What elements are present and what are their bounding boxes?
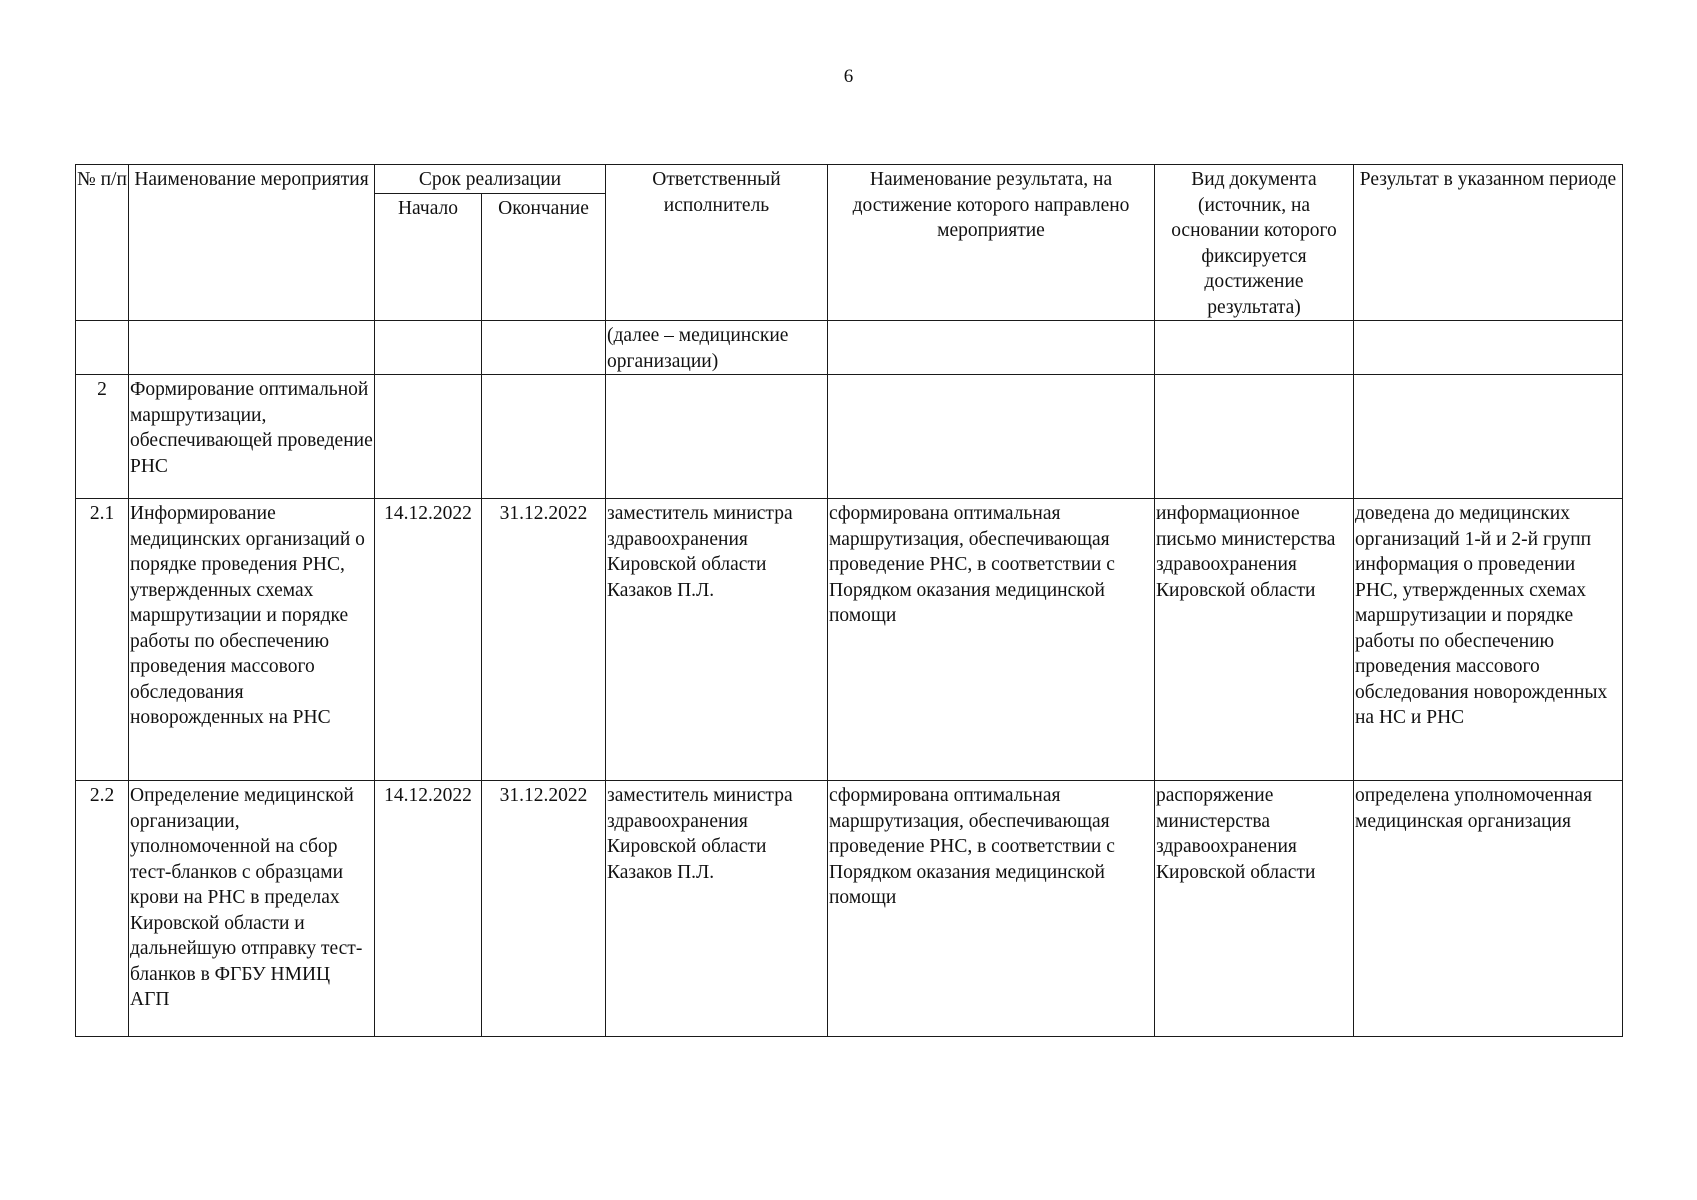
cell-responsible: заместитель министра здравоохранения Кировской области Казаков П.Л. <box>606 499 828 781</box>
cell-doc-type: распоряжение министерства здравоохранения Кировской области <box>1155 781 1354 1037</box>
header-result-name: Наименование результата, на достижение которого направлено мероприятие <box>828 165 1155 321</box>
cell-num: 2.2 <box>76 781 129 1037</box>
cell-result-name <box>828 375 1155 499</box>
cell-responsible <box>606 375 828 499</box>
page-number: 6 <box>843 66 854 87</box>
cell-name: Информирование медицинских организаций о порядке проведения РНС, утвержденных схемах маршрутизации и порядке работы по обеспечению проведения массового обследования новорожденных на РНС <box>129 499 375 781</box>
cell-start: 14.12.2022 <box>375 781 482 1037</box>
cell-doc-type <box>1155 321 1354 375</box>
header-end: Окончание <box>482 193 606 320</box>
cell-result-period <box>1354 375 1623 499</box>
cell-name: Определение медицинской организации, уполномоченной на сбор тест-бланков с образцами крови на РНС в пределах Кировской области и дальнейшую отправку тест-бланков в ФГБУ НМИЦ АГП <box>129 781 375 1037</box>
cell-result-name: сформирована оптимальная маршрутизация, обеспечивающая проведение РНС, в соответствии с Порядком оказания медицинской помощи <box>828 499 1155 781</box>
header-row <box>76 165 1623 194</box>
cell-result-period: доведена до медицинских организаций 1-й и 2-й групп информация о проведении РНС, утвержденных схемах маршрутизации и порядке работы по обеспечению проведения массового обследования новорожденных на НС и РНС <box>1354 499 1623 781</box>
cell-start <box>375 321 482 375</box>
header-start: Начало <box>375 193 482 320</box>
cell-num: 2 <box>76 375 129 499</box>
cell-name <box>129 321 375 375</box>
cell-result-name <box>828 321 1155 375</box>
cell-doc-type <box>1155 375 1354 499</box>
cell-end: 31.12.2022 <box>482 781 606 1037</box>
header-num: № п/п <box>76 165 129 321</box>
activities-table <box>75 164 1623 1037</box>
header-responsible: Ответственный исполнитель <box>606 165 828 321</box>
header-doc-type: Вид документа (источник, на основании которого фиксируется достижение результата) <box>1155 165 1354 321</box>
table-row <box>76 375 1623 499</box>
header-period: Срок реализации <box>375 165 606 194</box>
cell-start: 14.12.2022 <box>375 499 482 781</box>
cell-name: Формирование оптимальной маршрутизации, обеспечивающей проведение РНС <box>129 375 375 499</box>
cell-num <box>76 321 129 375</box>
table-row <box>76 781 1623 1037</box>
header-name: Наименование мероприятия <box>129 165 375 321</box>
cell-end <box>482 375 606 499</box>
cell-result-name: сформирована оптимальная маршрутизация, обеспечивающая проведение РНС, в соответствии с Порядком оказания медицинской помощи <box>828 781 1155 1037</box>
cell-num: 2.1 <box>76 499 129 781</box>
cell-start <box>375 375 482 499</box>
cell-responsible: заместитель министра здравоохранения Кировской области Казаков П.Л. <box>606 781 828 1037</box>
cell-doc-type: информационное письмо министерства здравоохранения Кировской области <box>1155 499 1354 781</box>
table-row <box>76 321 1623 375</box>
cell-end <box>482 321 606 375</box>
cell-result-period: определена уполномоченная медицинская организация <box>1354 781 1623 1037</box>
header-result-period: Результат в указанном периоде <box>1354 165 1623 321</box>
table-row <box>76 499 1623 781</box>
cell-end: 31.12.2022 <box>482 499 606 781</box>
cell-responsible: (далее – медицинские организации) <box>606 321 828 375</box>
cell-result-period <box>1354 321 1623 375</box>
